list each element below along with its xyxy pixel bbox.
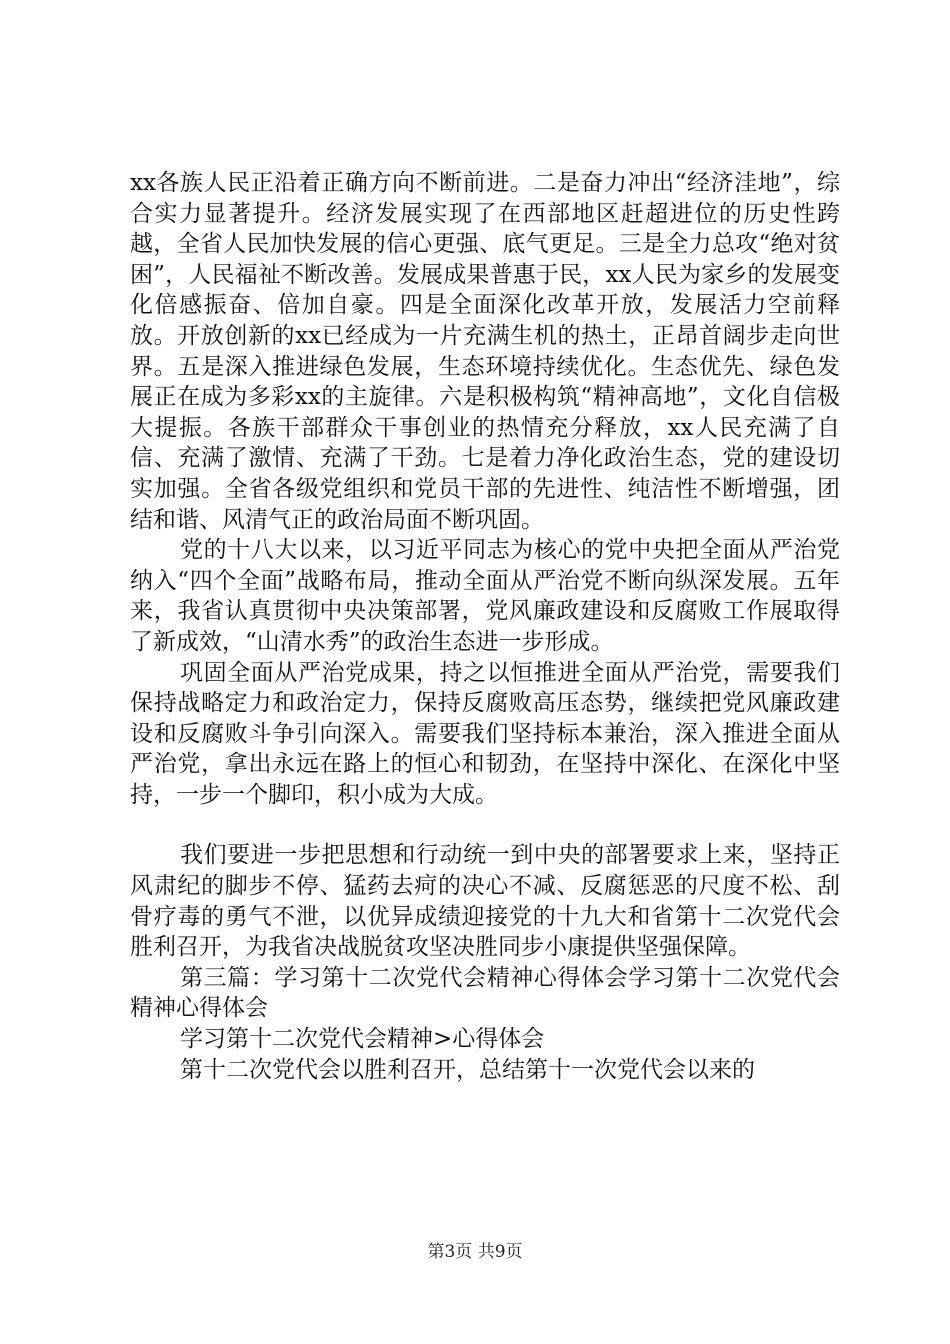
paragraph-unify-action: 我们要进一步把思想和行动统一到中央的部署要求上来，坚持正风肃纪的脚步不停、猛药去疴的决心不减、反腐惩恶的尺度不松、刮骨疗毒的勇气不泄，以优异成绩迎接党的十九大和省第十二次党代会胜利召开，为我省决战脱贫攻坚决胜同步小康提供坚强保障。	[130, 842, 840, 961]
section-subheading: 学习第十二次党代会精神>心得体会	[180, 1026, 545, 1053]
paragraph-spacer	[130, 810, 840, 840]
document-body	[130, 168, 840, 1085]
section-title: 第三篇：学习第十二次党代会精神心得体会学习第十二次党代会精神心得体会	[130, 964, 840, 1022]
paragraph-congress-opening: 第十二次党代会以胜利召开，总结第十一次党代会以来的	[180, 1056, 755, 1083]
paragraph-party-discipline: 党的十八大以来，以习近平同志为核心的党中央把全面从严治党纳入“四个全面”战略布局，推动全面从严治党不断向纵深发展。五年来，我省认真贯彻中央决策部署，党风廉政建设和反腐败工作展取得了新成效，“山清水秀”的政治生态进一步形成。	[130, 537, 840, 655]
page-footer: 第3页 共9页	[427, 1242, 523, 1262]
paragraph-consolidate: 巩固全面从严治党成果，持之以恒推进全面从严治党，需要我们保持战略定力和政治定力，保持反腐败高压态势，继续把党风廉政建设和反腐败斗争引向深入。需要我们坚持标本兼治，深入推进全面从严治党，拿出永远在路上的恒心和韧劲，在坚持中深化、在深化中坚持，一步一个脚印，积小成为大成。	[130, 659, 840, 808]
paragraph-achievements: xx各族人民正沿着正确方向不断前进。二是奋力冲出“经济洼地”，综合实力显著提升。经济发展实现了在西部地区赶超进位的历史性跨越，全省人民加快发展的信心更强、底气更足。三是全力总攻“绝对贫困”，人民福祉不断改善。发展成果普惠于民，xx人民为家乡的发展变化倍感振奋、倍加自豪。四是全面深化改革开放，发展活力空前释放。开放创新的xx已经成为一片充满生机的热土，正昂首阔步走向世界。五是深入推进绿色发展，生态环境持续优化。生态优先、绿色发展正在成为多彩xx的主旋律。六是积极构筑“精神高地”，文化自信极大提振。各族干部群众干事创业的热情充分释放，xx人民充满了自信、充满了激情、充满了干劲。七是着力净化政治生态，党的建设切实加强。全省各级党组织和党员干部的先进性、纯洁性不断增强，团结和谐、风清气正的政治局面不断巩固。	[130, 170, 840, 533]
